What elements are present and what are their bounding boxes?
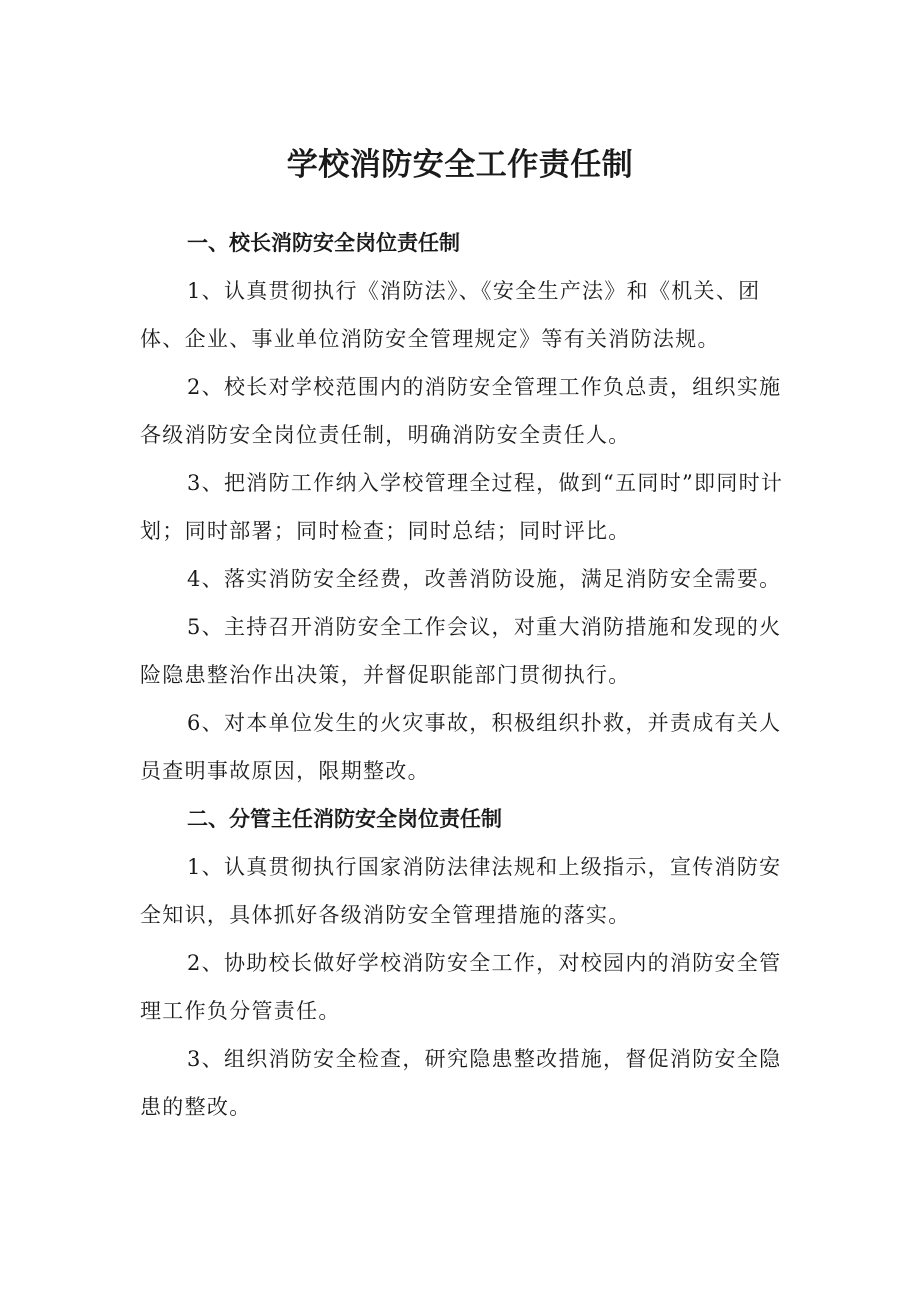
section-heading: 一、校长消防安全岗位责任制 (187, 231, 460, 255)
paragraph-item: 3、组织消防安全检查，研究隐患整改措施，督促消防安全隐患的整改。 (140, 1047, 782, 1119)
document-title: 学校消防安全工作责任制 (286, 147, 634, 183)
paragraph-item: 6、对本单位发生的火灾事故，积极组织扑救，并责成有关人员查明事故原因，限期整改。 (140, 711, 782, 783)
section-deputy-director-responsibility (140, 795, 790, 1131)
paragraph-item: 4、落实消防安全经费，改善消防设施，满足消防安全需要。 (187, 567, 782, 591)
section-heading: 二、分管主任消防安全岗位责任制 (187, 807, 502, 831)
document-body (140, 219, 790, 1131)
paragraph-item: 1、认真贯彻执行国家消防法律法规和上级指示，宣传消防安全知识，具体抓好各级消防安全管理措施的落实。 (140, 855, 782, 927)
section-principal-responsibility (140, 219, 790, 795)
paragraph-item: 2、校长对学校范围内的消防安全管理工作负总责，组织实施各级消防安全岗位责任制，明确消防安全责任人。 (140, 375, 782, 447)
paragraph-item: 1、认真贯彻执行《消防法》、《安全生产法》和《机关、团体、企业、事业单位消防安全管理规定》等有关消防法规。 (140, 279, 761, 351)
paragraph-item: 2、协助校长做好学校消防安全工作，对校园内的消防安全管理工作负分管责任。 (140, 951, 782, 1023)
paragraph-item: 3、把消防工作纳入学校管理全过程，做到“五同时”即同时计划；同时部署；同时检查；同时总结；同时评比。 (140, 471, 784, 543)
paragraph-item: 5、主持召开消防安全工作会议，对重大消防措施和发现的火险隐患整治作出决策，并督促职能部门贯彻执行。 (140, 615, 782, 687)
